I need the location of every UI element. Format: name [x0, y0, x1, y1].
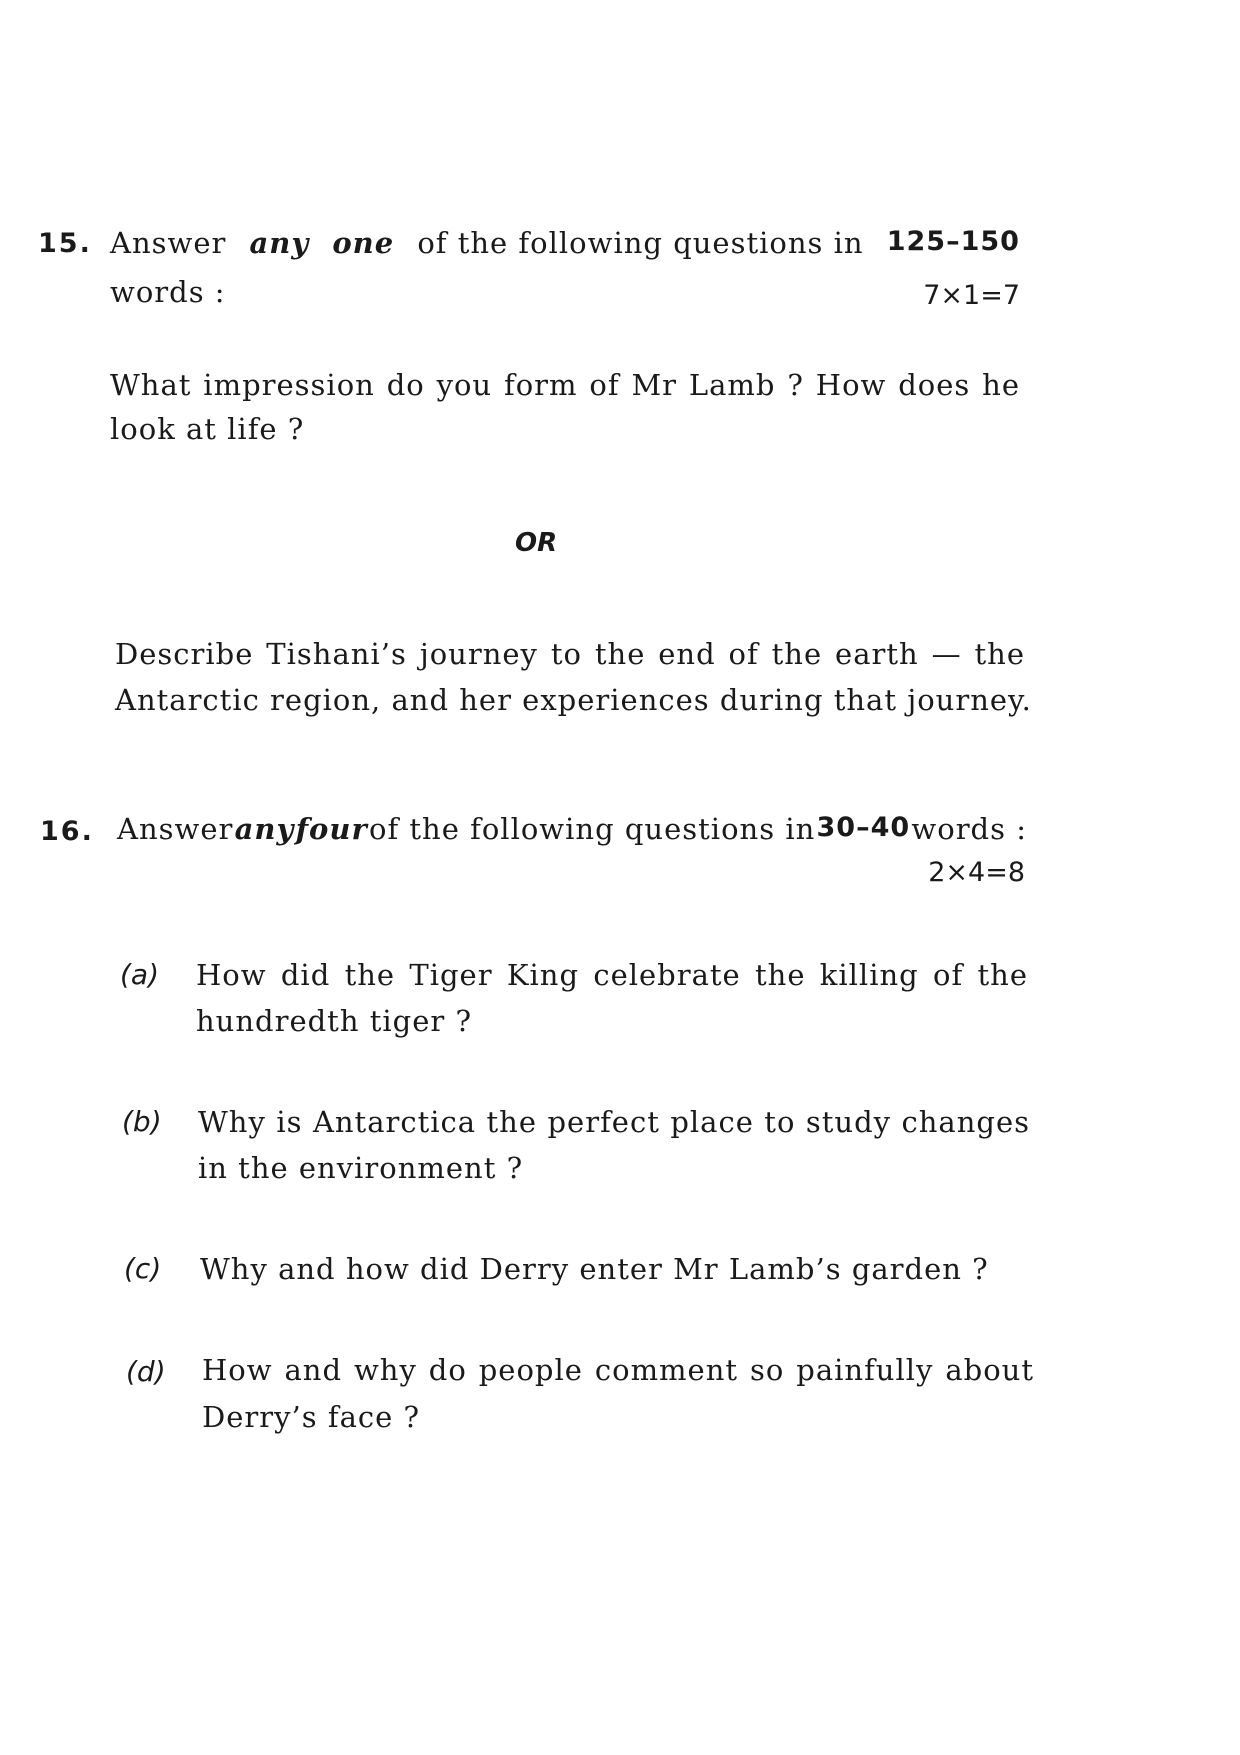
q16-word-range: 30–40 — [816, 812, 911, 843]
q15-intro-one: one — [332, 226, 395, 260]
q16-part-c-line1: Why and how did Derry enter Mr Lamb’s garden ? — [200, 1252, 989, 1286]
q16-part-a-line1: How did the Tiger King celebrate the killing of the — [196, 958, 1028, 992]
q15-intro-any: any — [249, 226, 310, 260]
q16-part-b-label: (b) — [122, 1105, 162, 1138]
q16-part-d-line1: How and why do people comment so painfully about — [202, 1353, 1034, 1387]
q16-part-d-label: (d) — [126, 1355, 166, 1388]
q16-intro-any: any — [234, 812, 295, 846]
q15-intro-words: words : — [110, 275, 226, 309]
q16-part-b-line2: in the environment ? — [198, 1151, 524, 1185]
question-15-instruction — [110, 226, 1020, 260]
q15-option1-line2: look at life ? — [110, 412, 305, 446]
q16-part-d-line2: Derry’s face ? — [202, 1400, 421, 1434]
question-15-number: 15. — [38, 228, 92, 259]
q16-part-b-line1: Why is Antarctica the perfect place to study changes — [198, 1105, 1030, 1139]
q16-intro-words: words : — [911, 812, 1027, 846]
q16-intro-four: four — [295, 812, 368, 846]
q16-part-a-label: (a) — [120, 958, 160, 991]
q15-intro-answer: Answer — [110, 226, 227, 260]
q15-marks: 7×1=7 — [923, 280, 1020, 311]
q16-part-a-line2: hundredth tiger ? — [196, 1004, 473, 1038]
q15-option2-line1: Describe Tishani’s journey to the end of the earth — the — [115, 637, 1025, 671]
question-16-instruction — [117, 812, 1027, 846]
q15-intro-mid: of the following questions in — [417, 226, 864, 260]
or-separator: OR — [515, 528, 558, 558]
q15-option2-line2: Antarctic region, and her experiences during that journey. — [115, 683, 1032, 717]
q16-intro-mid: of the following questions in — [368, 812, 816, 846]
q16-intro-answer: Answer — [117, 812, 234, 846]
question-16-number: 16. — [40, 816, 94, 847]
q15-word-range: 125–150 — [886, 226, 1020, 257]
q15-option1-line1: What impression do you form of Mr Lamb ? How does he — [110, 368, 1020, 402]
q16-part-c-label: (c) — [124, 1252, 162, 1285]
q16-marks: 2×4=8 — [928, 857, 1025, 888]
